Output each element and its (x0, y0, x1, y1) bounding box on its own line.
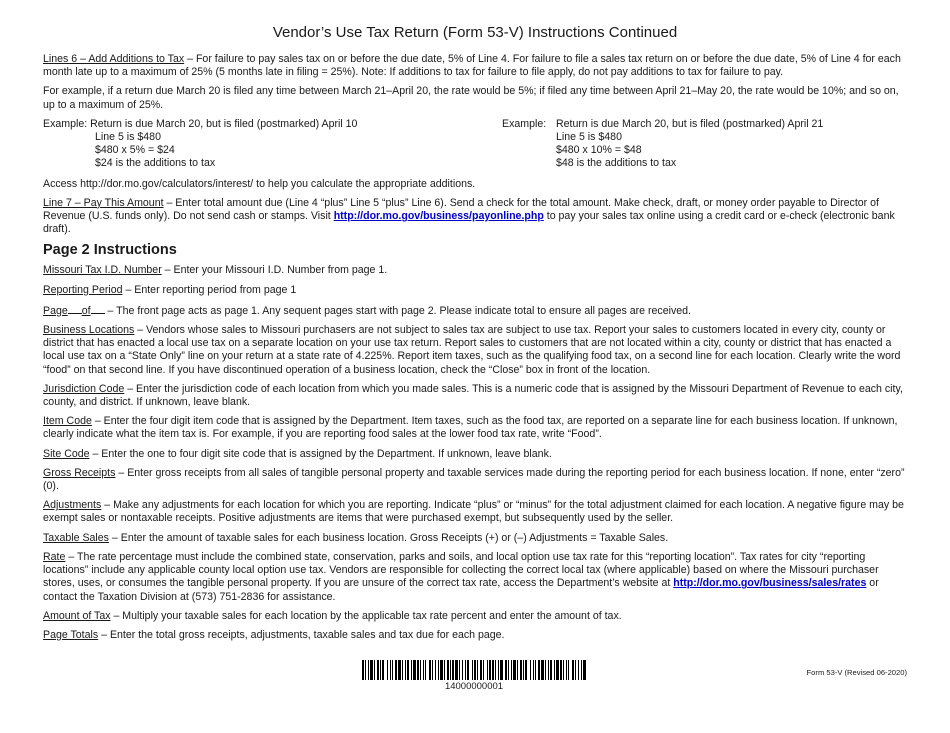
barcode-bar (487, 660, 488, 680)
barcode-bar (398, 660, 401, 680)
barcode-bar (405, 660, 406, 680)
barcode-bar (474, 660, 476, 680)
example-left-line: Line 5 is $480 (95, 131, 161, 144)
barcode-bar (511, 660, 512, 680)
barcode-bar (362, 660, 364, 680)
barcode-bar (541, 660, 544, 680)
barcode-bar (380, 660, 381, 680)
of-label: of (81, 304, 91, 317)
item-text: – Enter gross receipts from all sales of tangible personal property and taxable services made during the reporting period for each business location. If none, enter “zero” (0). (43, 466, 905, 493)
barcode-bar (417, 660, 419, 680)
item-label: Adjustments (43, 499, 102, 512)
barcode-bar (382, 660, 384, 680)
barcode-bar (563, 660, 564, 680)
lines6-paragraph (43, 53, 907, 79)
page2-heading: Page 2 Instructions (43, 242, 177, 259)
item-label: Business Locations (43, 324, 135, 337)
barcode-bar (556, 660, 559, 680)
barcode-bar (402, 660, 403, 680)
barcode-bar (517, 660, 518, 680)
barcode-bar (452, 660, 454, 680)
item-item-code (43, 415, 907, 441)
line7-text2: to pay your sales tax online using a credit card or e-check (electronic bank draft). (43, 210, 895, 236)
page-of-text: – The front page acts as page 1. Any sequent pages start with page 2. Please indicate total to ensure all pages are received. (104, 304, 691, 317)
barcode-bar (492, 660, 494, 680)
item-gross-receipts (43, 467, 907, 493)
barcode-bar (467, 660, 469, 680)
page-blank (68, 303, 82, 314)
example-right-first: Return is due March 20, but is filed (postmarked) April 21 (556, 117, 824, 130)
item-text: – Vendors whose sales to Missouri purchasers are not subject to sales tax are subject to use tax. Report your sales to customers located in every city, county or district that has enacted a local use tax on a separate location on your use tax return. Report sales to customers that are not located within a city, county or district that has enacted a local use tax on a “State Only” line on your return at a state rate of 4.225%. Report item taxes, such as the qualifying food tax, on a second line for each location. Clearly write the word “food” on that second line. If you have discontinued operation of a business location, check the “Close” box in front of the location. (43, 324, 901, 376)
barcode-bar (583, 660, 586, 680)
item-rate (43, 551, 907, 604)
barcode-bar (568, 660, 569, 680)
barcode-bar (480, 660, 482, 680)
barcode-bar (472, 660, 473, 680)
barcode-bar (425, 660, 426, 680)
barcode-bar (525, 660, 527, 680)
barcode-bar (500, 660, 503, 680)
barcode-bar (455, 660, 458, 680)
barcode-bar (538, 660, 540, 680)
form-identifier: Form 53-V (Revised 06-2020) (806, 668, 907, 677)
item-label: Jurisdiction Code (43, 382, 125, 395)
barcode-bar (560, 660, 562, 680)
barcode-bar (554, 660, 555, 680)
item-tax-id (43, 264, 907, 277)
item-text: – Enter your Missouri I.D. Number from page 1. (161, 264, 388, 277)
item-label: Taxable Sales (43, 531, 109, 544)
barcode-bar (530, 660, 531, 680)
barcode-bar (581, 660, 582, 680)
item-text: – Multiply your taxable sales for each location by the applicable tax rate percent and enter the amount of tax. (110, 609, 622, 622)
barcode-bar (368, 660, 369, 680)
barcode-bar (505, 660, 507, 680)
item-label: Amount of Tax (43, 609, 111, 622)
item-text: – Enter the one to four digit site code that is assigned by the Department. If unknown, leave blank. (89, 447, 552, 460)
example-right-label: Example: (502, 117, 547, 130)
item-text: – Enter the four digit item code that is assigned by the Department. Item taxes, such as the food tax, are reported on a separate line for each business location. If unknown, clearly indicate what the item tax is. For example, if you are reporting food sales at the lower food tax rate, write “Food”. (43, 415, 898, 441)
item-label: Reporting Period (43, 283, 123, 296)
example-right-line: Line 5 is $480 (556, 131, 622, 144)
barcode-bar (465, 660, 466, 680)
item-page-of (43, 303, 907, 318)
page-label: Page (43, 304, 68, 317)
item-site-code (43, 448, 907, 461)
item-taxable-sales (43, 532, 907, 545)
item-text: – Enter the amount of taxable sales for each business location. Gross Receipts (+) or (–) Adjustments = Taxable Sales. (108, 531, 669, 544)
example-left-line: $480 x 5% = $24 (95, 144, 175, 157)
item-page-totals (43, 629, 907, 642)
item-text: – Make any adjustments for each location for which you are reporting. Indicate “plus” or “minus” for the total adjustment claimed for each location. A negative figure may be exempt sales or nontaxable receipts. Positive adjustments are items that were purchased exempt, but subsequently used by the seller. (43, 499, 904, 525)
barcode-bar (392, 660, 393, 680)
access-paragraph: Access http://dor.mo.gov/calculators/interest/ to help you calculate the appropriate additions. (43, 177, 476, 190)
item-label: Gross Receipts (43, 466, 116, 479)
barcode-bar (387, 660, 388, 680)
example-left (43, 118, 502, 171)
item-jurisdiction-code (43, 383, 907, 409)
barcode-bar (438, 660, 439, 680)
example-paragraph: For example, if a return due March 20 is filed any time between March 21–April 20, the rate would be 5%; if filed any time between April 21–May 20, the rate would be 10%; and so on, up to a maximum of 25%. (43, 85, 899, 111)
barcode-bar (548, 660, 549, 680)
barcode-bar (495, 660, 496, 680)
example-left-line: $24 is the additions to tax (95, 157, 216, 170)
barcode-bar (447, 660, 449, 680)
payonline-link[interactable]: http://dor.mo.gov/business/payonline.php (333, 210, 544, 223)
barcode-bar (390, 660, 391, 680)
barcode-bar (365, 660, 366, 680)
rate-text1: – The rate percentage must include the combined state, conservation, parks and soils, and local option use tax rate for this “reporting location”. Tax rates for city “reporting locations” include any applicable county local option use tax. Vendors are responsible for collecting the correct local tax (where applicable) based on where the Missouri purchaser stores, uses, or consumes the tangible personal property. If you are unsure of the correct tax rate, access the Department’s website at (43, 550, 879, 590)
item-label: Page Totals (43, 628, 99, 641)
barcode-bar (572, 660, 574, 680)
lines6-text: – For failure to pay sales tax on or before the due date, 5% of Line 4. For failure to file a sales tax return on or before the due date, 5% of Line 4 for each month late up to a maximum of 25% (5 months late in filing = 25%). Note: If additions to tax for failure to file apply, do not pay additions to tax for failure to pay. (43, 53, 901, 79)
barcode-number: 14000000001 (444, 681, 504, 692)
rates-link[interactable]: http://dor.mo.gov/business/sales/rates (673, 577, 867, 590)
item-label: Missouri Tax I.D. Number (43, 264, 162, 277)
barcode-bar (566, 660, 567, 680)
line7-paragraph (43, 197, 907, 237)
lines6-label: Lines 6 – Add Additions to Tax (43, 53, 185, 65)
barcode-bar (523, 660, 524, 680)
barcode-bar (429, 660, 431, 680)
barcode-bar (508, 660, 509, 680)
barcode-bar (374, 660, 375, 680)
of-blank (91, 303, 105, 314)
barcode-bar (432, 660, 433, 680)
barcode-bar (477, 660, 478, 680)
item-text: – Enter reporting period from page 1 (122, 283, 297, 296)
document-page (43, 24, 907, 648)
example-right-body (556, 118, 823, 171)
item-label: Site Code (43, 447, 90, 460)
barcode-bar (489, 660, 491, 680)
barcode-bar (411, 660, 412, 680)
example-left-first: Example: Return is due March 20, but is filed (postmarked) April 10 (43, 117, 358, 130)
barcode-bar (407, 660, 409, 680)
rate-label: Rate (43, 550, 66, 563)
barcode-bar (575, 660, 576, 680)
barcode-bar (413, 660, 416, 680)
barcode-bar (550, 660, 552, 680)
barcode-bar (513, 660, 516, 680)
barcode-bar (423, 660, 424, 680)
barcode-block (362, 660, 586, 692)
barcode-bar (533, 660, 534, 680)
barcode-bar (395, 660, 397, 680)
item-text: – Enter the jurisdiction code of each location from which you made sales. This is a numeric code that is assigned by the Missouri Department of Revenue to each city, county, and district. If unknown, leave blank. (43, 382, 903, 409)
barcode-bar (483, 660, 484, 680)
item-business-locations (43, 324, 907, 377)
barcode-bar (370, 660, 373, 680)
line7-text1: – Enter total amount due (Line 4 “plus” Line 5 “plus” Line 6). Send a check for the total amount. Make check, draft, or money order payable to Director of Revenue (U.S. funds only). Do not send cash or stamps. Visit (43, 196, 879, 223)
examples-block (43, 118, 907, 171)
barcode-bar (545, 660, 546, 680)
example-right-line: $48 is the additions to tax (556, 157, 677, 170)
page-title: Vendor’s Use Tax Return (Form 53-V) Instructions Continued (272, 24, 678, 41)
item-reporting-period (43, 284, 907, 297)
example-right-line: $480 x 10% = $48 (556, 144, 642, 157)
item-label: Item Code (43, 415, 92, 428)
rate-text2: or contact the Taxation Division at (573) 751-2836 for assistance. (43, 577, 879, 603)
barcode-bar (377, 660, 379, 680)
barcode-bar (440, 660, 443, 680)
line7-label: Line 7 – Pay This Amount (43, 196, 164, 209)
barcode-image (362, 660, 586, 680)
barcode-bar (450, 660, 451, 680)
barcode-bar (578, 660, 579, 680)
barcode-bar (498, 660, 499, 680)
example-right (502, 118, 907, 171)
item-text: – Enter the total gross receipts, adjustments, taxable sales and tax due for each page. (98, 628, 505, 641)
barcode-bar (459, 660, 460, 680)
item-adjustments (43, 499, 907, 525)
barcode-bar (420, 660, 421, 680)
barcode-bar (462, 660, 463, 680)
item-amount-of-tax (43, 610, 907, 623)
barcode-bar (444, 660, 445, 680)
barcode-bar (435, 660, 436, 680)
barcode-bar (535, 660, 536, 680)
barcode-bar (520, 660, 522, 680)
